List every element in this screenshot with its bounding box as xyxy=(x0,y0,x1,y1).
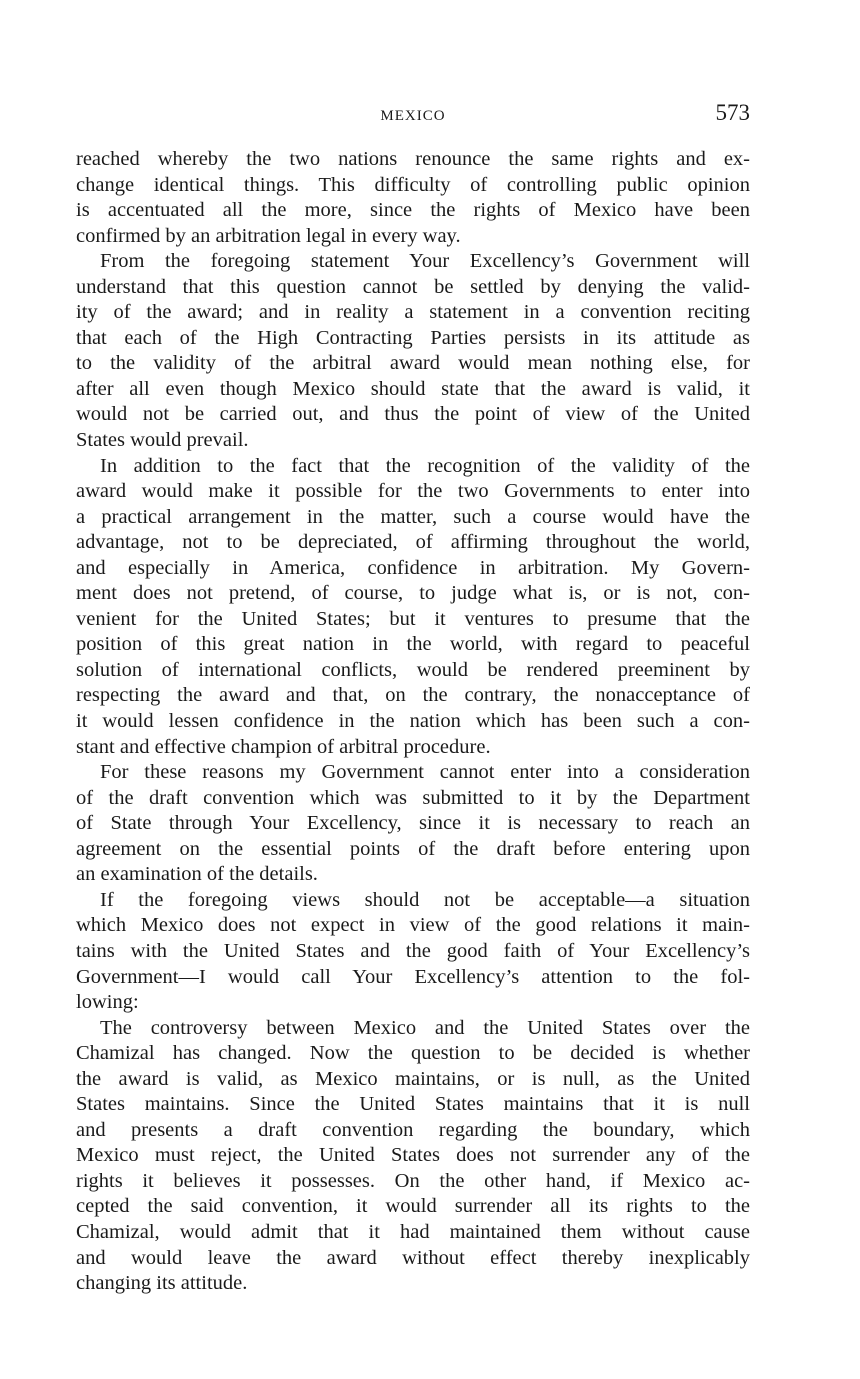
text-line: stant and effective champion of arbitral procedure. xyxy=(76,735,491,758)
text-line: lowing: xyxy=(76,991,139,1014)
text-line: changing its attitude. xyxy=(76,1272,248,1295)
paragraph xyxy=(76,249,750,453)
text-line: If the foregoing views should not be acceptable—a situation xyxy=(100,888,750,911)
page-number: 573 xyxy=(715,100,750,125)
text-line: would not be carried out, and thus the point of view of the United xyxy=(76,403,750,426)
paragraph xyxy=(76,760,750,888)
running-head xyxy=(76,100,750,134)
text-line: agreement on the essential points of the draft before entering upon xyxy=(76,837,750,860)
text-line: confirmed by an arbitration legal in every way. xyxy=(76,224,461,247)
text-line: States maintains. Since the United States maintains that it is null xyxy=(76,1093,750,1116)
text-line: the award is valid, as Mexico maintains, or is null, as the United xyxy=(76,1067,750,1090)
text-line: award would make it possible for the two Governments to enter into xyxy=(76,480,750,503)
text-line: ment does not pretend, of course, to judge what is, or is not, con- xyxy=(76,582,750,605)
body-text xyxy=(76,147,750,1297)
text-line: The controversy between Mexico and the United States over the xyxy=(100,1016,750,1039)
text-line: cepted the said convention, it would surrender all its rights to the xyxy=(76,1195,750,1218)
text-line: after all even though Mexico should state that the award is valid, it xyxy=(76,377,750,400)
paragraph xyxy=(76,888,750,1016)
text-line: solution of international conflicts, would be rendered preeminent by xyxy=(76,658,750,681)
text-line: and especially in America, confidence in arbitration. My Govern- xyxy=(76,556,750,579)
text-line: to the validity of the arbitral award would mean nothing else, for xyxy=(76,352,750,375)
text-line: reached whereby the two nations renounce the same rights and ex- xyxy=(76,148,750,170)
text-line: a practical arrangement in the matter, such a course would have the xyxy=(76,505,750,528)
text-line: States would prevail. xyxy=(76,429,249,452)
text-line: understand that this question cannot be settled by denying the valid- xyxy=(76,275,750,298)
text-line: tains with the United States and the good faith of Your Excellency’s xyxy=(76,939,750,962)
text-line: is accentuated all the more, since the rights of Mexico have been xyxy=(76,199,750,222)
text-line: that each of the High Contracting Parties persists in its attitude as xyxy=(76,326,750,349)
paragraph xyxy=(76,1016,750,1297)
text-line: ity of the award; and in reality a statement in a convention reciting xyxy=(76,301,750,324)
text-line: it would lessen confidence in the nation which has been such a con- xyxy=(76,710,750,733)
text-line: Mexico must reject, the United States does not surrender any of the xyxy=(76,1144,750,1167)
text-line: advantage, not to be depreciated, of affirming throughout the world, xyxy=(76,531,750,554)
text-line: venient for the United States; but it ventures to presume that the xyxy=(76,607,750,630)
text-line: and would leave the award without effect thereby inexplicably xyxy=(76,1246,750,1269)
text-line: which Mexico does not expect in view of the good relations it main- xyxy=(76,914,750,937)
text-line: Chamizal has changed. Now the question to be decided is whether xyxy=(76,1042,750,1065)
text-line: respecting the award and that, on the contrary, the nonacceptance of xyxy=(76,684,750,707)
text-line: From the foregoing statement Your Excellency’s Government will xyxy=(100,250,750,273)
text-line: change identical things. This difficulty of controlling public opinion xyxy=(76,173,750,196)
text-line: position of this great nation in the world, with regard to peaceful xyxy=(76,633,750,656)
paragraph xyxy=(76,147,750,249)
text-line: Chamizal, would admit that it had maintained them without cause xyxy=(76,1220,750,1243)
text-line: of the draft convention which was submitted to it by the Department xyxy=(76,786,750,809)
text-line: rights it believes it possesses. On the other hand, if Mexico ac- xyxy=(76,1169,750,1192)
text-line: Government—I would call Your Excellency’s attention to the fol- xyxy=(76,965,750,988)
paragraph xyxy=(76,454,750,761)
text-line: an examination of the details. xyxy=(76,863,318,886)
text-line: For these reasons my Government cannot enter into a consideration xyxy=(100,761,750,784)
running-title: MEXICO xyxy=(380,108,446,124)
text-line: of State through Your Excellency, since it is necessary to reach an xyxy=(76,812,750,835)
text-line: In addition to the fact that the recognition of the validity of the xyxy=(100,454,750,477)
text-line: and presents a draft convention regarding the boundary, which xyxy=(76,1118,750,1141)
